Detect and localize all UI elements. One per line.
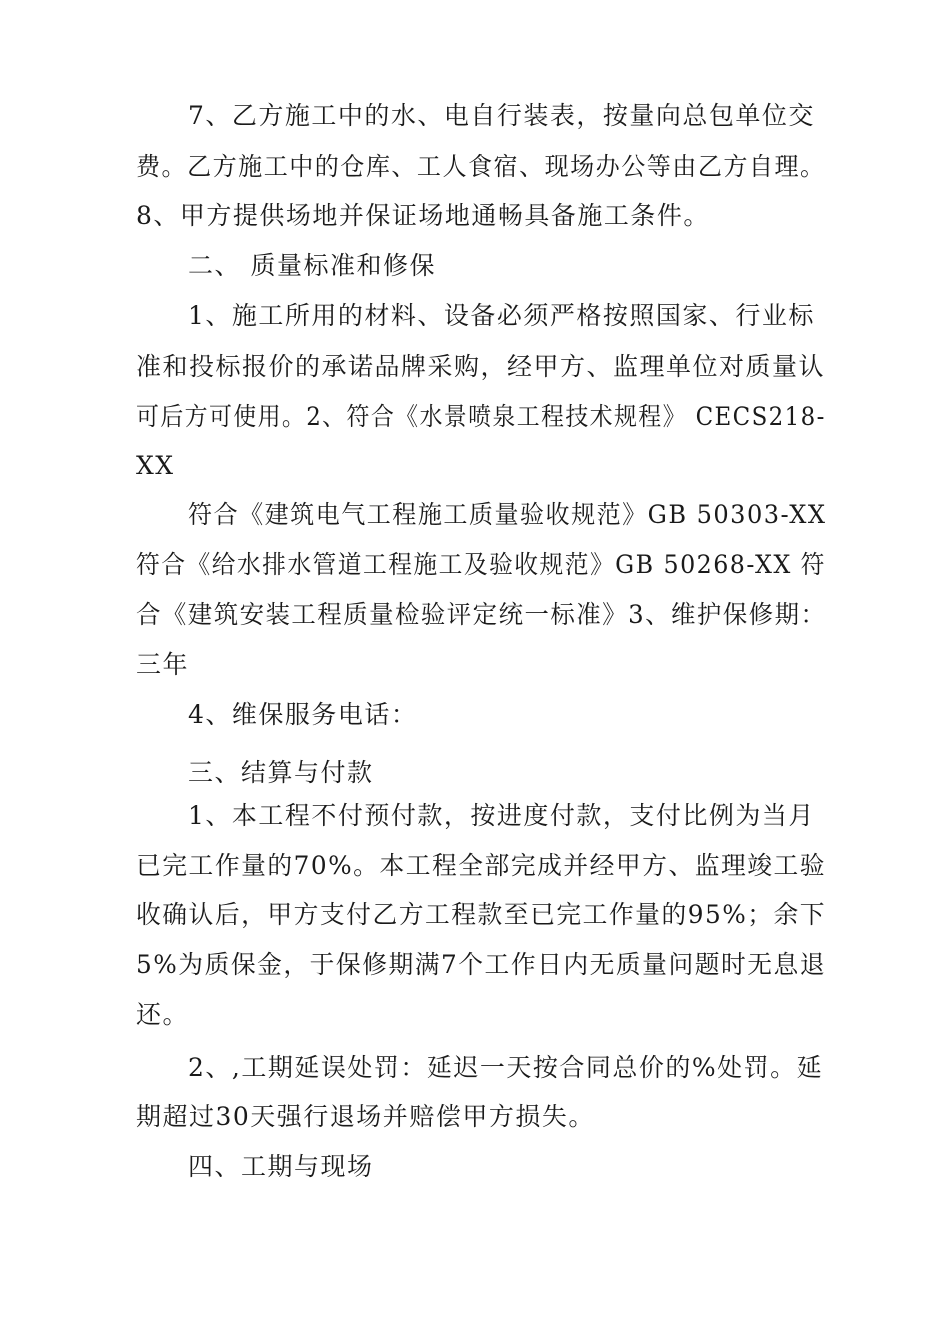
standards-line-2: 符合《给水排水管道工程施工及验收规范》GB 50268-XX 符 xyxy=(136,550,826,579)
clause-2-7-line-1: 7、乙方施工中的水、电自行装表，按量向总包单位交 xyxy=(188,101,815,130)
payment-clause-2-line-2: 期超过30天强行退场并赔偿甲方损失。 xyxy=(136,1102,595,1131)
section-heading-quality: 二、 质量标准和修保 xyxy=(188,251,436,280)
payment-clause-2-line-1: 2、,工期延误处罚：延迟一天按合同总价的%处罚。延 xyxy=(188,1053,824,1082)
payment-clause-1-line-2: 已完工作量的70%。本工程全部完成并经甲方、监理竣工验 xyxy=(136,851,827,880)
clause-2-7-line-2: 费。乙方施工中的仓库、工人食宿、现场办公等由乙方自理。 xyxy=(136,152,826,181)
standards-line-3: 合《建筑安装工程质量检验评定统一标准》3、维护保修期： xyxy=(136,600,827,629)
payment-clause-1-line-3: 收确认后，甲方支付乙方工程款至已完工作量的95%；余下 xyxy=(136,900,827,929)
quality-clause-1-line-2: 准和投标报价的承诺品牌采购，经甲方、监理单位对质量认 xyxy=(136,352,826,381)
warranty-period: 三年 xyxy=(136,650,190,679)
quality-clause-1-line-1: 1、施工所用的材料、设备必须严格按照国家、行业标 xyxy=(188,301,815,330)
quality-clause-1-line-3: 可后方可使用。2、符合《水景喷泉工程技术规程》 CECS218- xyxy=(136,402,826,431)
section-heading-settlement: 三、结算与付款 xyxy=(188,758,374,787)
quality-clause-1-line-4: XX xyxy=(136,451,175,480)
standards-line-1: 符合《建筑电气工程施工质量验收规范》GB 50303-XX xyxy=(188,500,827,529)
payment-clause-1-line-5: 还。 xyxy=(136,1000,190,1029)
section-heading-schedule: 四、工期与现场 xyxy=(188,1152,374,1181)
clause-2-8: 8、甲方提供场地并保证场地通畅具备施工条件。 xyxy=(136,201,710,230)
service-phone: 4、维保服务电话： xyxy=(188,700,418,729)
payment-clause-1-line-4: 5%为质保金，于保修期满7个工作日内无质量问题时无息退 xyxy=(136,950,827,979)
payment-clause-1-line-1: 1、本工程不付预付款，按进度付款，支付比例为当月 xyxy=(188,801,815,830)
